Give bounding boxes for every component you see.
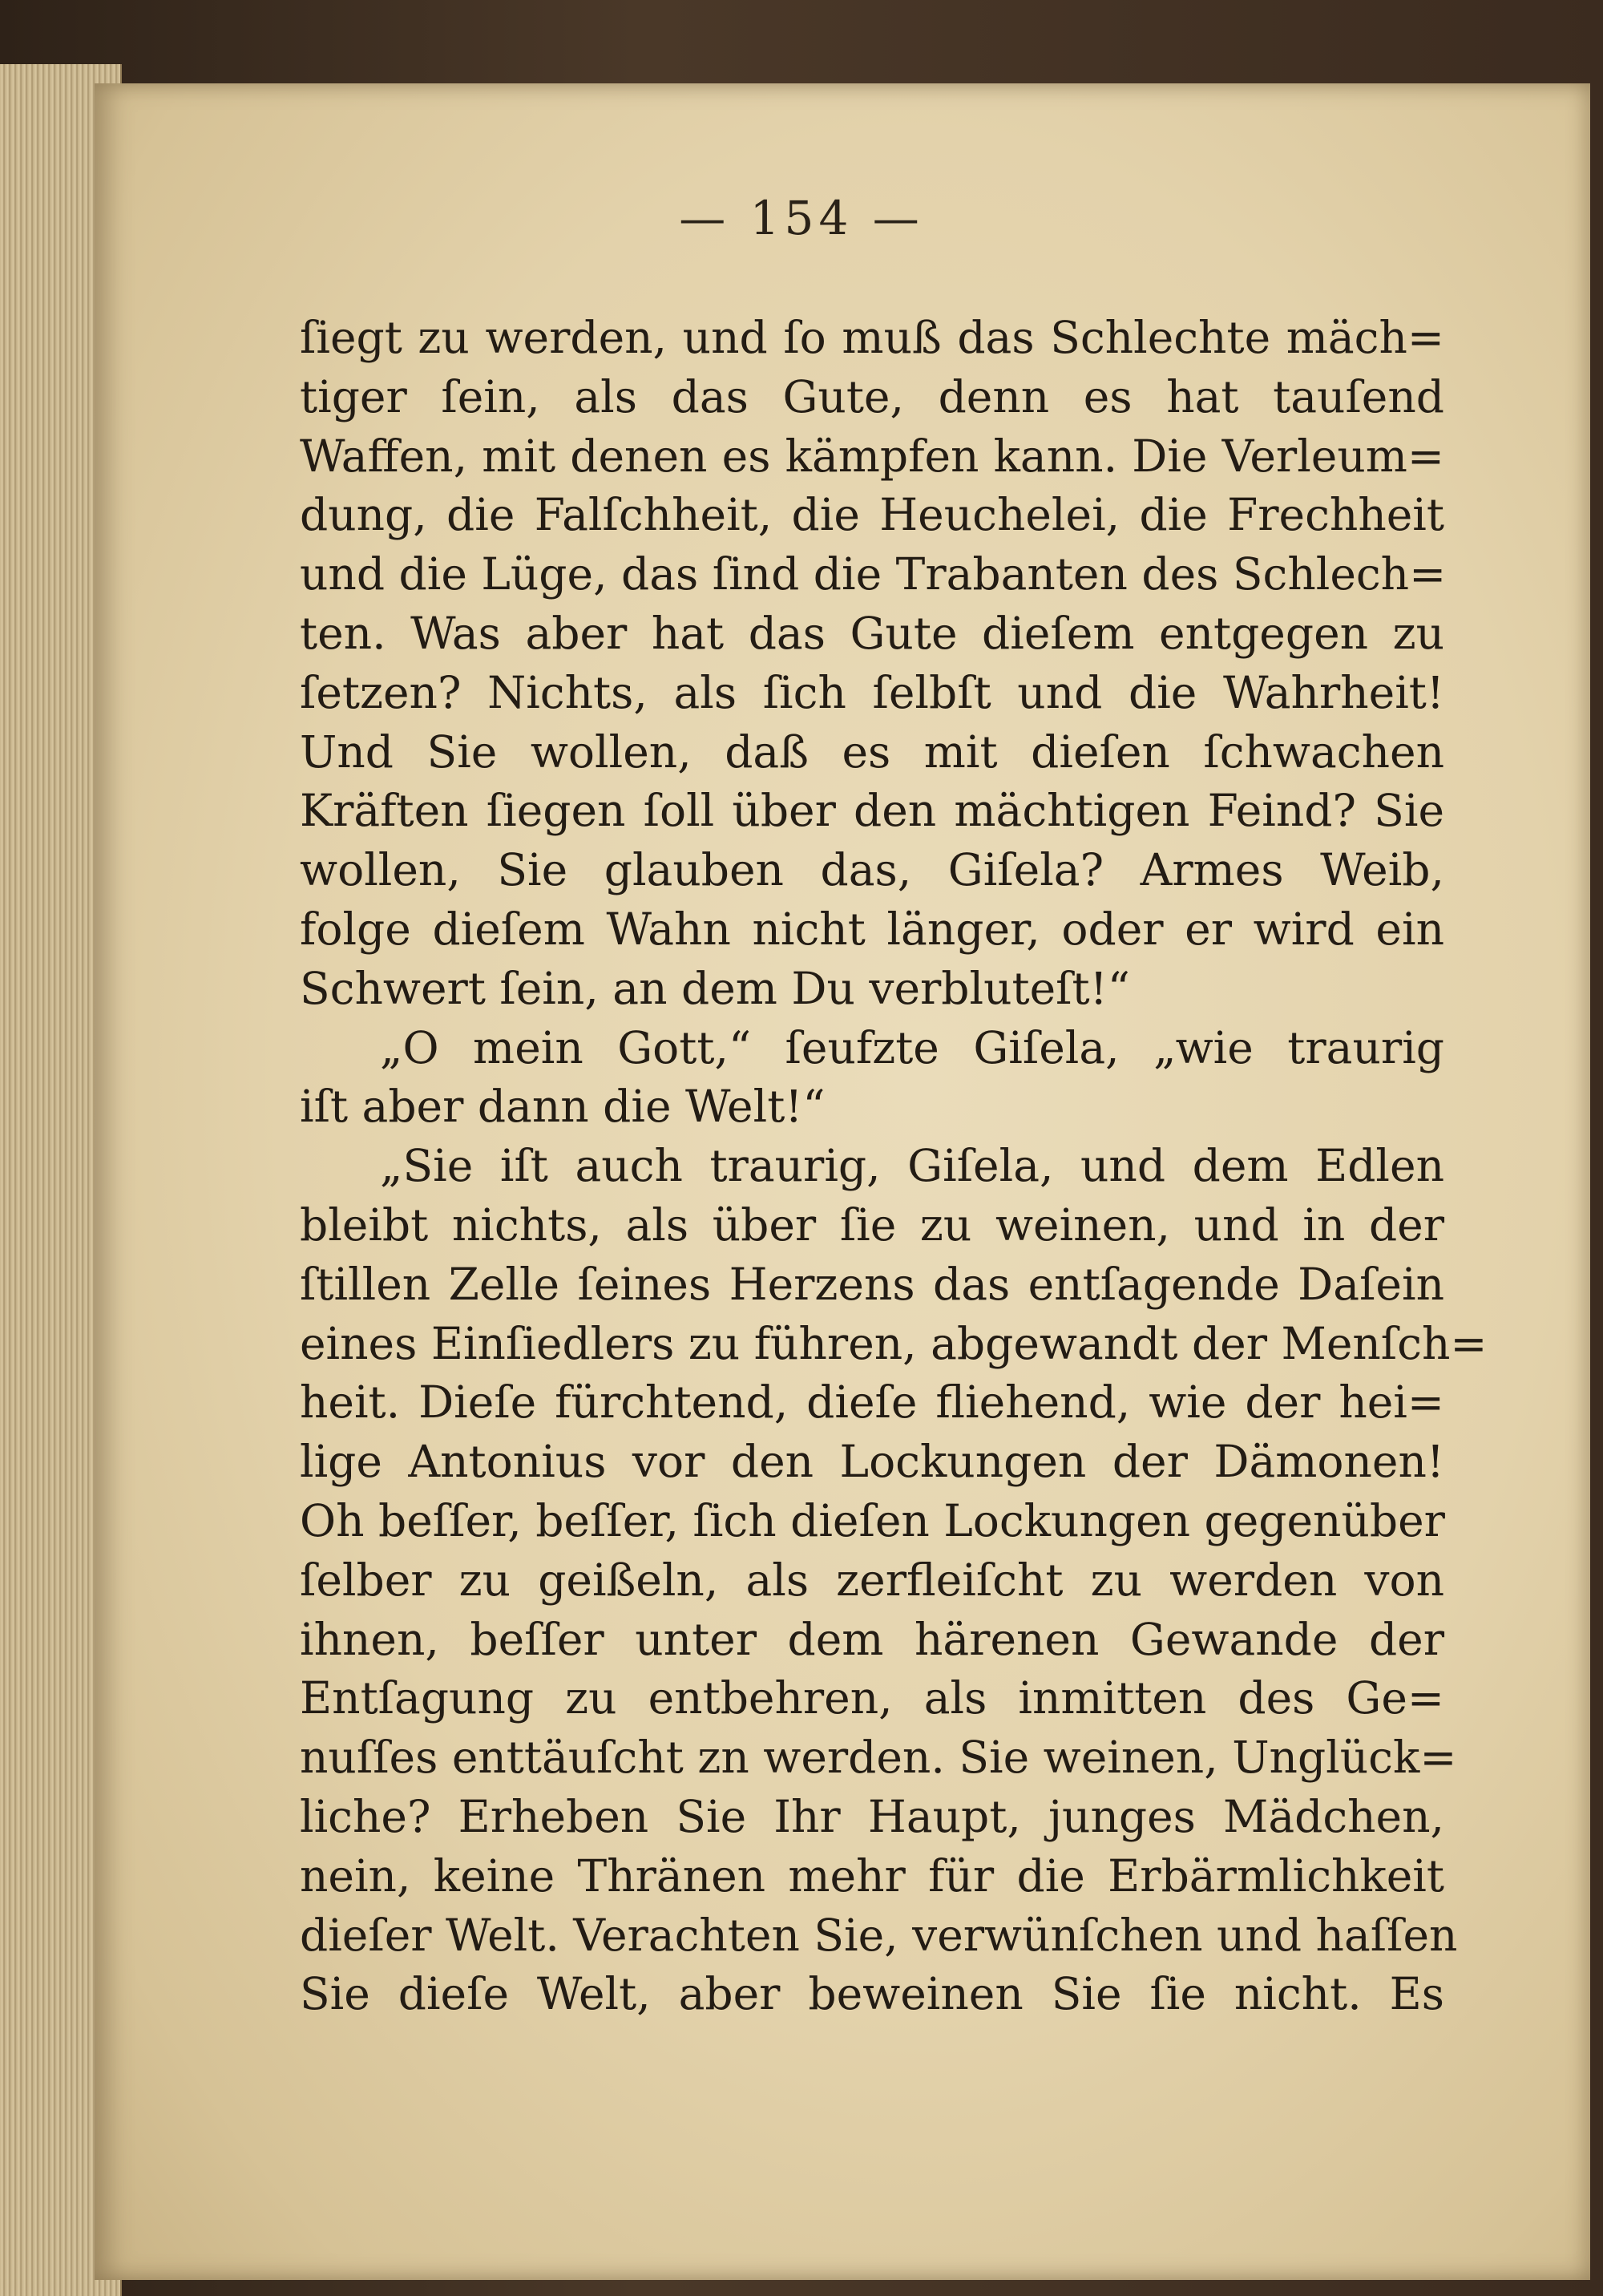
text-line: folge dieſem Wahn nicht länger, oder er wird ein [300,903,1444,955]
text-line: ihnen, beſſer unter dem härenen Gewande der [300,1613,1444,1665]
text-line: Kräften ſiegen ſoll über den mächtigen Feind? Sie [300,785,1444,837]
text-line: Sie dieſe Welt, aber beweinen Sie ſie nicht. Es [300,1968,1444,2020]
text-line: nein, keine Thränen mehr für die Erbärmlichkeit [300,1849,1444,1902]
text-line: dieſer Welt. Verachten Sie, verwünſchen und haſſen [300,1909,1458,1961]
text-line: ſetzen? Nichts, als ſich ſelbſt und die Wahrheit! [300,666,1444,718]
text-line: Entſagung zu entbehren, als inmitten des Ge= [300,1672,1444,1724]
text-line: ſelber zu geißeln, als zerfleiſcht zu werden von [300,1554,1444,1606]
text-line: liche? Erheben Sie Ihr Haupt, junges Mädchen, [300,1790,1444,1842]
text-line: ſtillen Zelle ſeines Herzens das entſagende Daſein [300,1258,1444,1310]
text-line: iſt aber dann die Welt!“ [300,1081,826,1133]
text-line: bleibt nichts, als über ſie zu weinen, und in der [300,1199,1444,1251]
text-line: wollen, Sie glauben das, Giſela? Armes Weib, [300,844,1444,896]
text-line: nuſſes enttäuſcht zn werden. Sie weinen, Unglück= [300,1732,1457,1784]
text-line: eines Einſiedlers zu führen, abgewandt der Menſch= [300,1317,1488,1369]
text-line: tiger ſein, als das Gute, denn es hat tauſend [300,370,1444,422]
text-line: und die Lüge, das ſind die Trabanten des Schlech= [300,548,1447,600]
text-line: Schwert ſein, an dem Du verbluteſt!“ [300,962,1130,1014]
page-number: — 154 — [679,191,924,245]
text-line: „O mein Gott,“ ſeufzte Giſela, „wie traurig [380,1021,1444,1073]
text-line: „Sie iſt auch traurig, Giſela, und dem Edlen [380,1140,1444,1192]
body-text [300,309,1488,2024]
text-line: dung, die Falſchheit, die Heuchelei, die Frechheit [300,489,1444,541]
text-line: Und Sie wollen, daß es mit dieſen ſchwachen [300,726,1444,778]
text-line: lige Antonius vor den Lockungen der Dämonen! [300,1436,1444,1488]
text-line: Oh beſſer, beſſer, ſich dieſen Lockungen gegenüber [300,1494,1445,1546]
text-line: ſiegt zu werden, und ſo muß das Schlechte mäch= [300,312,1444,363]
text-line: Waffen, mit denen es kämpfen kann. Die Verleum= [300,430,1444,482]
text-line: ten. Was aber hat das Gute dieſem entgegen zu [300,607,1444,659]
text-line: heit. Dieſe fürchtend, dieſe fliehend, wie der hei= [300,1376,1444,1429]
